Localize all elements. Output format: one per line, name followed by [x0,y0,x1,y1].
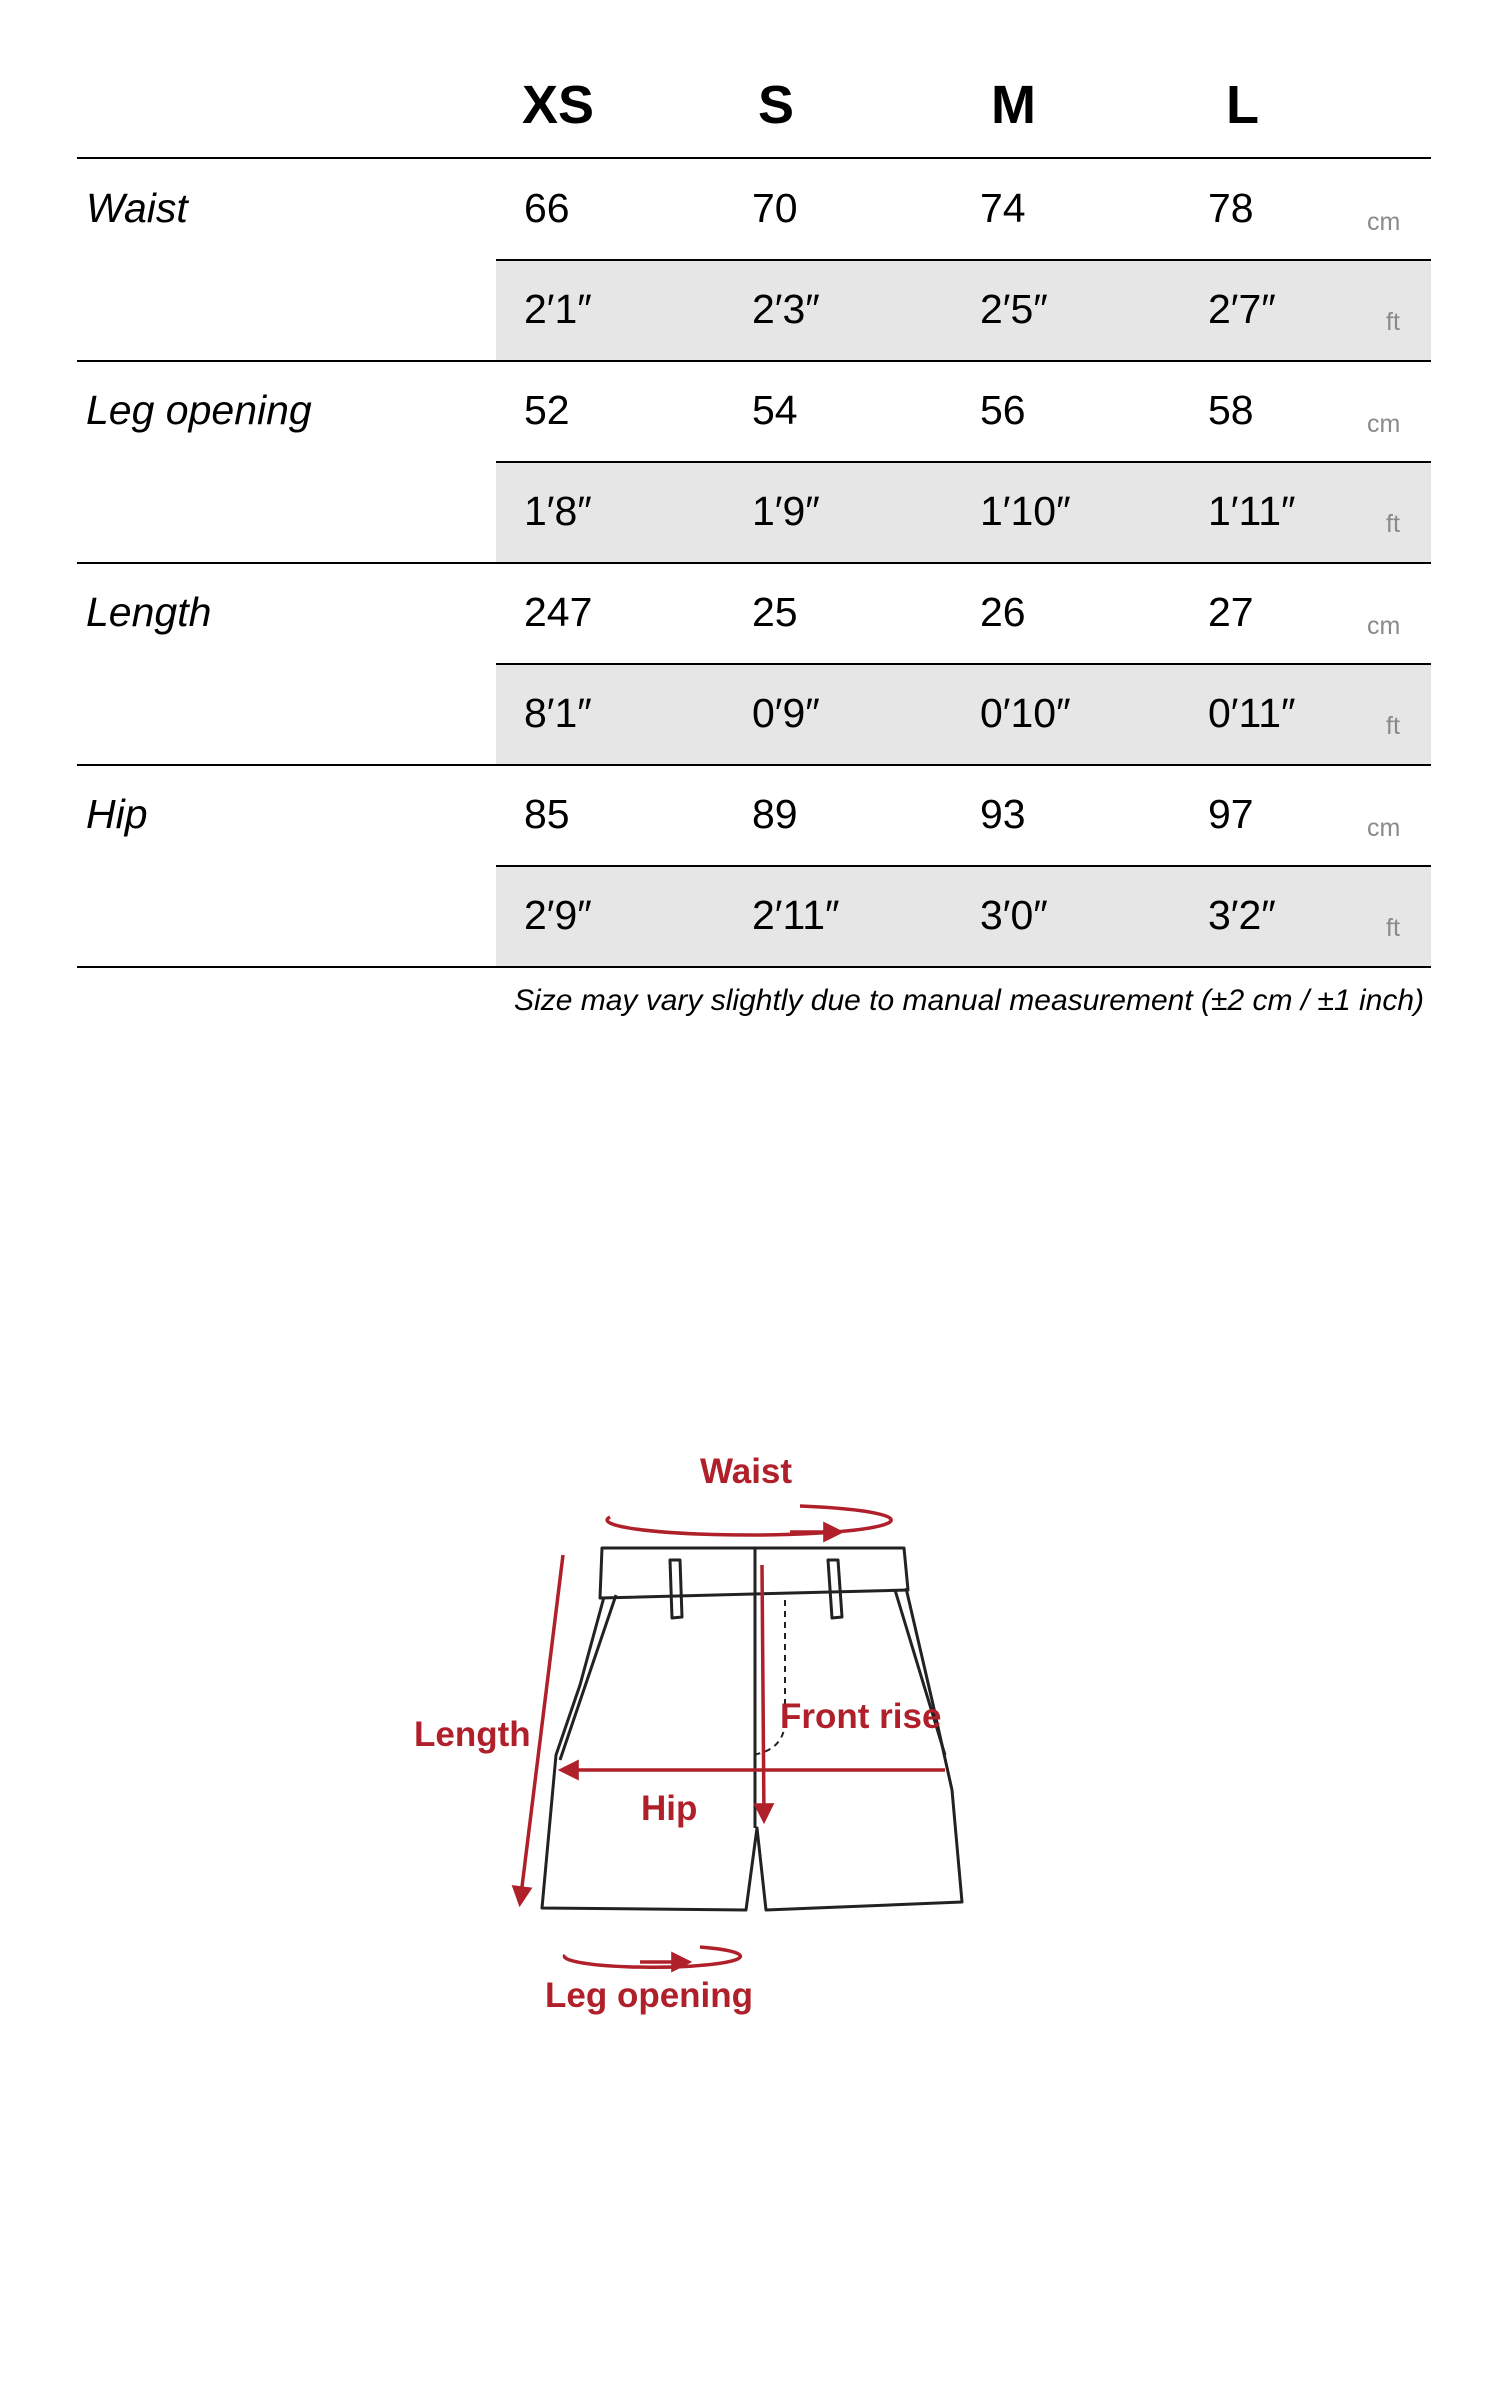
size-header-m: M [991,75,1036,135]
cell-waist-ft-s: 2′3″ [752,286,820,332]
cell-length-cm-s: 25 [752,589,798,635]
cell-hip-ft-s: 2′11″ [752,892,840,938]
cell-length-cm-m: 26 [980,589,1026,635]
cell-hip-ft-xs: 2′9″ [524,892,592,938]
cell-hip-cm-m: 93 [980,791,1026,837]
cell-leg-opening-ft-l: 1′11″ [1208,488,1296,534]
cell-waist-cm-m: 74 [980,185,1026,231]
leg-opening-ellipse [564,1947,740,1967]
unit-cm-label: cm [1367,410,1401,438]
measurement-note: Size may vary slightly due to manual measurement (±2 cm / ±1 inch) [514,984,1424,1017]
cell-hip-cm-s: 89 [752,791,798,837]
cell-leg-opening-ft-s: 1′9″ [752,488,820,534]
cell-waist-ft-l: 2′7″ [1208,286,1276,332]
cell-waist-cm-s: 70 [752,185,798,231]
cell-length-ft-s: 0′9″ [752,690,820,736]
diagram-label-hip: Hip [641,1789,698,1828]
diagram-label-leg-opening: Leg opening [545,1976,754,2015]
unit-ft-label: ft [1386,510,1400,538]
row-label-leg-opening: Leg opening [86,387,312,433]
unit-cm-label: cm [1367,208,1401,236]
cell-waist-ft-m: 2′5″ [980,286,1048,332]
cell-leg-opening-ft-xs: 1′8″ [524,488,592,534]
unit-ft-label: ft [1386,712,1400,740]
cell-leg-opening-cm-s: 54 [752,387,798,433]
size-header-s: S [758,75,795,135]
cell-leg-opening-cm-xs: 52 [524,387,570,433]
row-label-hip: Hip [86,791,148,837]
unit-cm-label: cm [1367,814,1401,842]
cell-leg-opening-ft-m: 1′10″ [980,488,1071,534]
diagram-label-front-rise: Front rise [780,1697,942,1736]
cell-length-cm-xs: 247 [524,589,593,635]
diagram-label-waist: Waist [700,1452,793,1491]
measurement-guides [520,1506,945,1967]
cell-hip-ft-l: 3′2″ [1208,892,1276,938]
row-label-waist: Waist [86,185,188,231]
front-rise-arrow [762,1565,764,1820]
cell-length-ft-xs: 8′1″ [524,690,592,736]
size-header-xs: XS [522,75,595,135]
cell-hip-cm-l: 97 [1208,791,1254,837]
cell-hip-ft-m: 3′0″ [980,892,1048,938]
unit-ft-label: ft [1386,308,1400,336]
cell-leg-opening-cm-m: 56 [980,387,1026,433]
unit-ft-label: ft [1386,914,1400,942]
waist-ellipse [607,1506,891,1535]
row-label-length: Length [86,589,212,635]
cell-length-ft-l: 0′11″ [1208,690,1296,736]
diagram-label-length: Length [414,1715,531,1754]
size-header-l: L [1226,75,1259,135]
cell-hip-cm-xs: 85 [524,791,570,837]
unit-cm-label: cm [1367,612,1401,640]
cell-length-ft-m: 0′10″ [980,690,1071,736]
cell-waist-cm-l: 78 [1208,185,1254,231]
cell-waist-ft-xs: 2′1″ [524,286,592,332]
cell-length-cm-l: 27 [1208,589,1254,635]
cell-waist-cm-xs: 66 [524,185,570,231]
cell-leg-opening-cm-l: 58 [1208,387,1254,433]
